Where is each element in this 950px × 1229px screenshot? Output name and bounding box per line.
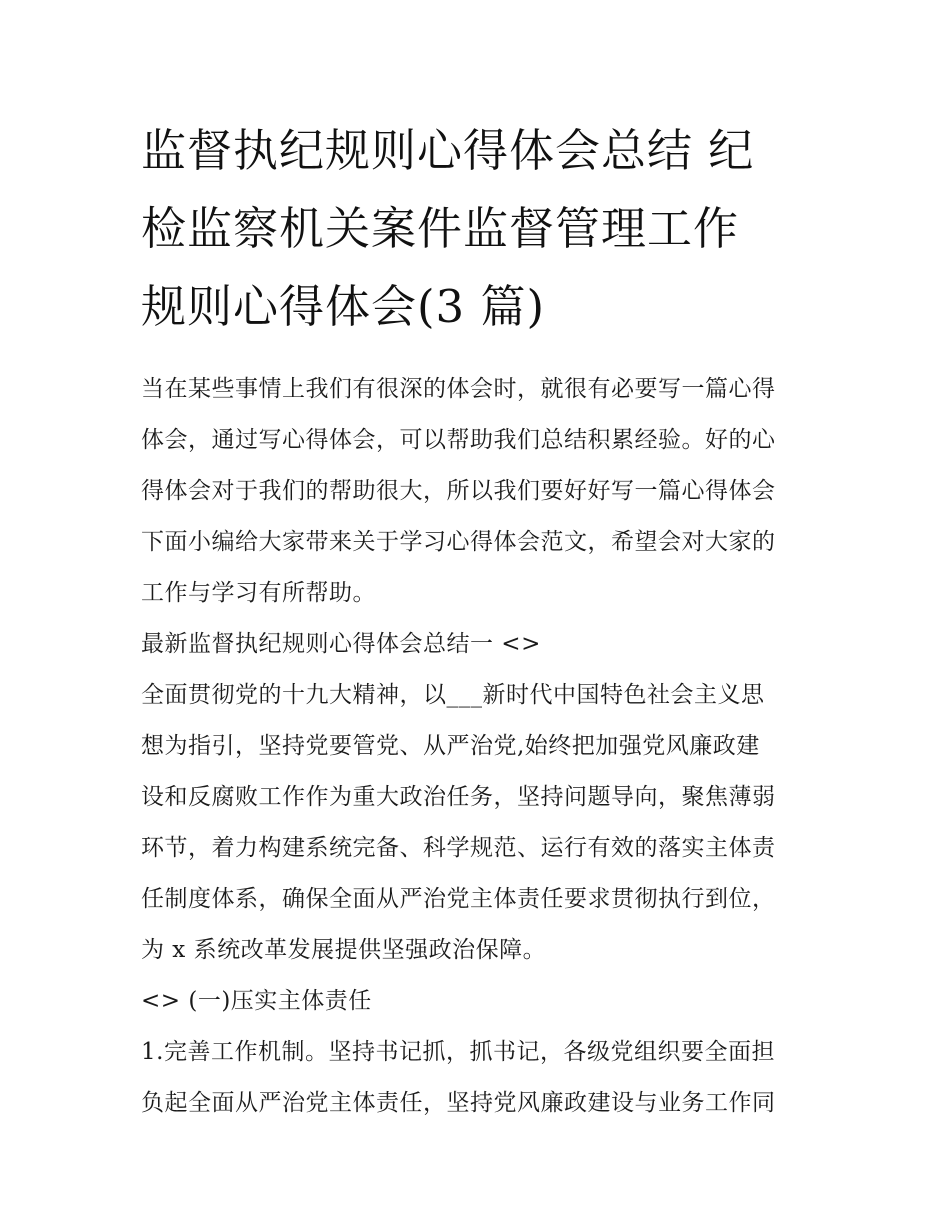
paragraph-line: 负起全面从严治党主体责任，坚持党风廉政建设与业务工作同 [141,1090,776,1116]
intro-line: 下面小编给大家带来关于学习心得体会范文，希望会对大家的 [141,529,776,555]
paragraph-line: 想为指引，坚持党要管党、从严治党,始终把加强党风廉政建 [141,733,760,759]
paragraph-line: 为 x 系统改革发展提供坚强政治保障。 [141,937,547,963]
title-line: 监督执纪规则心得体会总结 纪 [141,124,755,177]
intro-line: 得体会对于我们的帮助很大，所以我们要好好写一篇心得体会 [141,478,776,504]
intro-line: 工作与学习有所帮助。 [141,580,376,606]
paragraph-line: 任制度体系，确保全面从严治党主体责任要求贯彻执行到位， [141,886,776,912]
paragraph-line: 全面贯彻党的十九大精神，以___新时代中国特色社会主义思 [141,682,765,708]
subsection-heading: <> (一)压实主体责任 [141,988,372,1014]
title-line: 检监察机关案件监督管理工作 [141,202,740,255]
section-heading: 最新监督执纪规则心得体会总结一 <> [141,631,541,657]
document-title [141,112,816,346]
paragraph-line: 环节，着力构建系统完备、科学规范、运行有效的落实主体责 [141,835,776,861]
intro-line: 当在某些事情上我们有很深的体会时，就很有必要写一篇心得 [141,376,776,402]
document-page [141,112,816,1129]
title-line: 规则心得体会(3 篇) [141,280,546,333]
intro-line: 体会，通过写心得体会，可以帮助我们总结积累经验。好的心 [141,427,776,453]
paragraph-line: 设和反腐败工作作为重大政治任务，坚持问题导向，聚焦薄弱 [141,784,776,810]
paragraph-line: 1.完善工作机制。坚持书记抓，抓书记，各级党组织要全面担 [141,1039,775,1065]
document-body [141,364,816,1129]
